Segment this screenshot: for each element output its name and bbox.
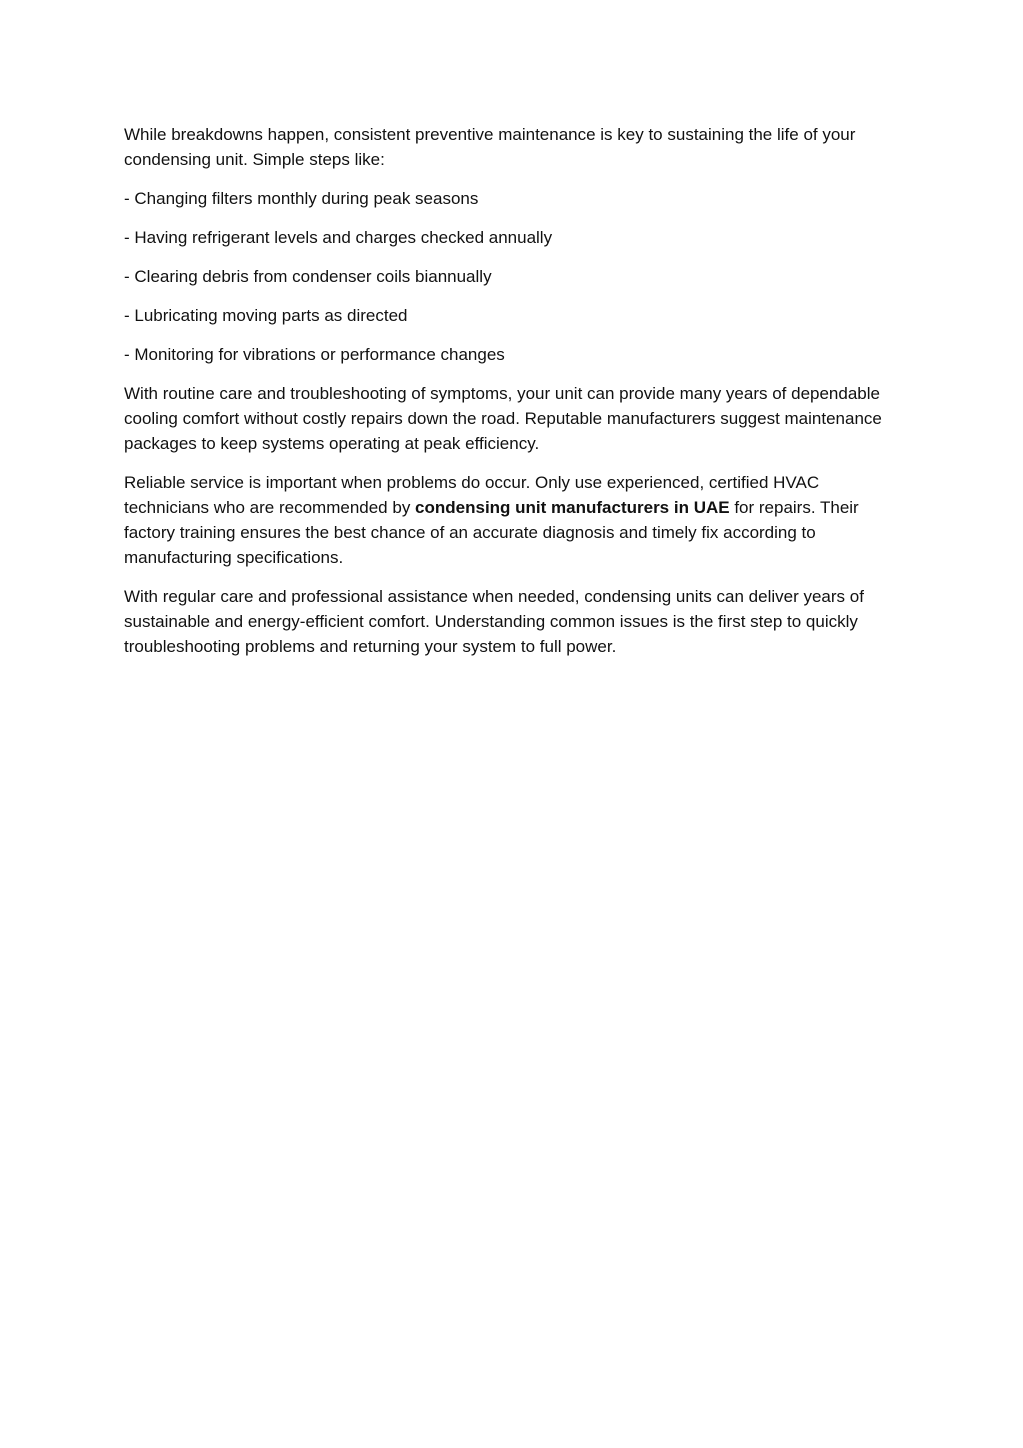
bullet-item-lubrication: - Lubricating moving parts as directed	[124, 306, 408, 325]
service-text-after: for repairs. Their factory training ensures the best chance of an accurate diagnosis and timely fix according to manufacturing specifications.	[124, 498, 859, 567]
service-text-before: Reliable service is important when problems do occur. Only use experienced, certified HVAC technicians who are recommended by	[124, 473, 820, 517]
bullet-item-filters: - Changing filters monthly during peak seasons	[124, 189, 479, 208]
document-body	[124, 122, 900, 673]
reliable-service-paragraph	[124, 470, 900, 570]
bullet-item-debris: - Clearing debris from condenser coils biannually	[124, 267, 492, 286]
intro-paragraph: While breakdowns happen, consistent preventive maintenance is key to sustaining the life of your condensing unit. Simple steps like:	[124, 125, 856, 169]
closing-paragraph: With regular care and professional assistance when needed, condensing units can deliver years of sustainable and energy-efficient comfort. Understanding common issues is the first step to quickly troubleshooting problems and returning your system to full power.	[124, 587, 864, 656]
bullet-item-monitoring: - Monitoring for vibrations or performance changes	[124, 345, 505, 364]
routine-care-paragraph: With routine care and troubleshooting of symptoms, your unit can provide many years of dependable cooling comfort without costly repairs down the road. Reputable manufacturers suggest maintenance packages to keep systems operating at peak efficiency.	[124, 384, 882, 453]
service-text-bold-keyword: condensing unit manufacturers in UAE	[415, 498, 730, 517]
bullet-item-refrigerant: - Having refrigerant levels and charges checked annually	[124, 228, 553, 247]
